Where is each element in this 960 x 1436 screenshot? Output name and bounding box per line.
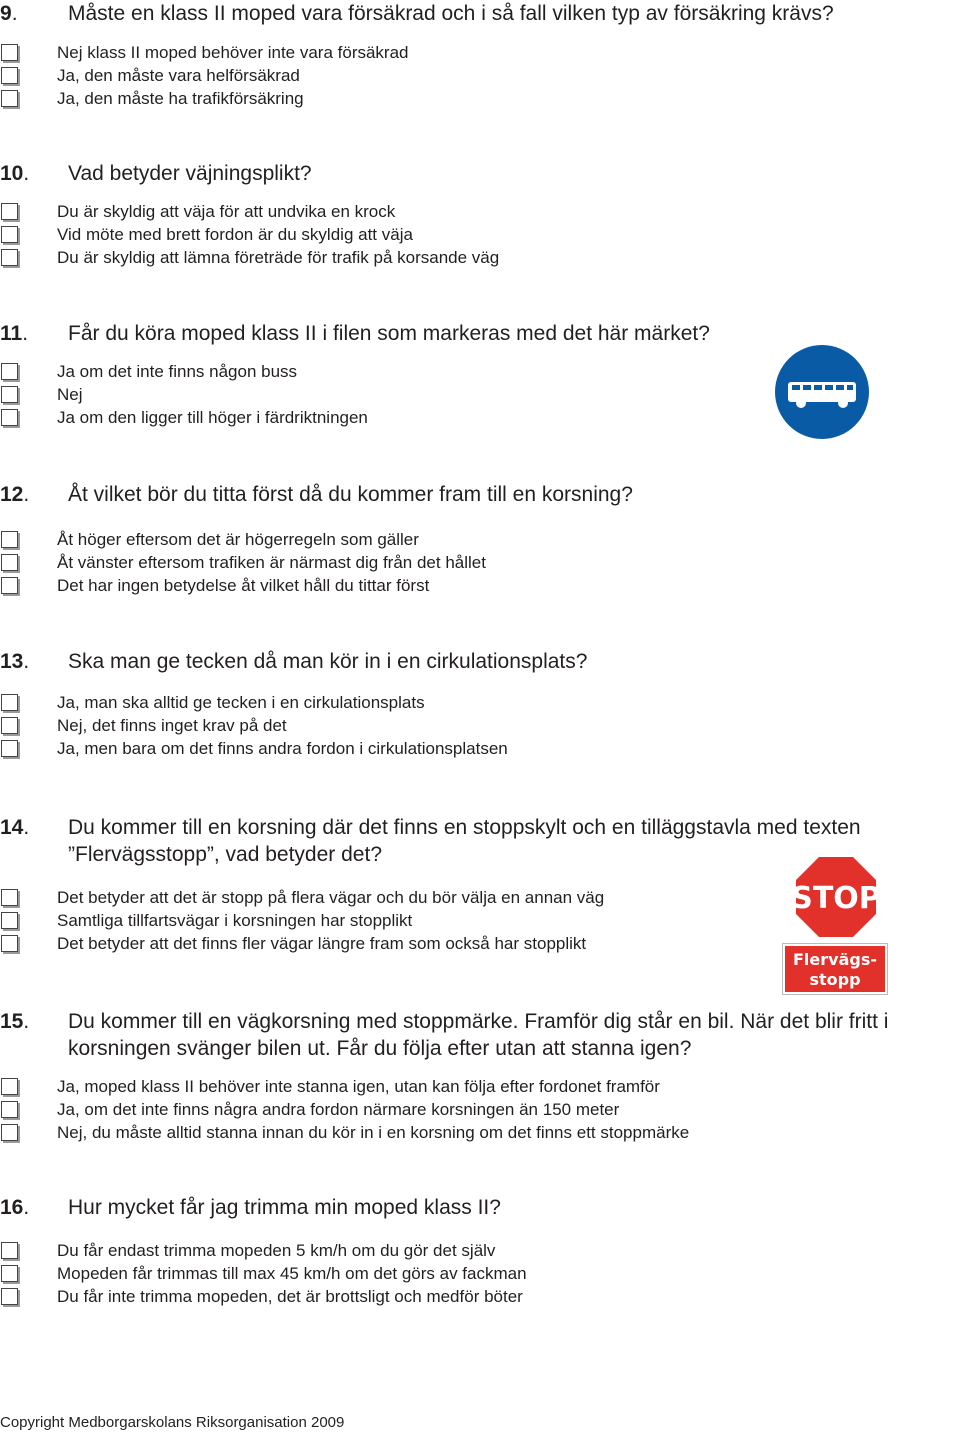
question-number: 16. <box>0 1196 30 1219</box>
answer-option[interactable]: Du är skyldig att väja för att undvika en krock <box>0 200 960 223</box>
answer-option[interactable]: Ja om den ligger till höger i färdriktningen <box>0 406 960 429</box>
question-heading <box>0 160 960 187</box>
question-number: 9. <box>0 2 18 25</box>
plate-text-line1: Flervägs- <box>793 950 877 969</box>
question-number: 14. <box>0 816 30 839</box>
question-text: Hur mycket får jag trimma min moped klass II? <box>68 1196 501 1219</box>
question-15 <box>0 1008 960 1144</box>
checkbox[interactable] <box>1 90 18 107</box>
question-number: 12. <box>0 483 30 506</box>
flervagsstopp-plate <box>782 943 888 995</box>
checkbox[interactable] <box>1 249 18 266</box>
answer-option[interactable]: Åt vänster eftersom trafiken är närmast dig från det hållet <box>0 551 960 574</box>
question-heading <box>0 0 960 27</box>
answer-option[interactable]: Du är skyldig att lämna företräde för trafik på korsande väg <box>0 246 960 269</box>
checkbox[interactable] <box>1 363 18 380</box>
answer-option[interactable]: Samtliga tillfartsvägar i korsningen har stopplikt <box>0 909 960 932</box>
question-heading <box>0 648 960 675</box>
checkbox[interactable] <box>1 67 18 84</box>
answer-option[interactable]: Nej, det finns inget krav på det <box>0 714 960 737</box>
question-number: 10. <box>0 162 30 185</box>
question-text: Måste en klass II moped vara försäkrad och i så fall vilken typ av försäkring krävs? <box>68 2 834 25</box>
answer-option[interactable]: Nej <box>0 383 960 406</box>
stop-sign-text: STOP <box>791 881 881 916</box>
answer-option[interactable]: Du får inte trimma mopeden, det är brottsligt och medför böter <box>0 1285 960 1308</box>
question-heading <box>0 1194 960 1221</box>
checkbox[interactable] <box>1 554 18 571</box>
copyright-footer: Copyright Medborgarskolans Riksorganisation 2009 <box>0 1414 345 1431</box>
answer-option[interactable]: Mopeden får trimmas till max 45 km/h om det görs av fackman <box>0 1262 960 1285</box>
checkbox[interactable] <box>1 1124 18 1141</box>
answer-option[interactable]: Ja, moped klass II behöver inte stanna igen, utan kan följa efter fordonet framför <box>0 1075 960 1098</box>
answer-option[interactable]: Ja, om det inte finns några andra fordon närmare korsningen än 150 meter <box>0 1098 960 1121</box>
answer-option[interactable]: Ja, men bara om det finns andra fordon i cirkulationsplatsen <box>0 737 960 760</box>
question-text: Du kommer till en vägkorsning med stoppmärke. Framför dig står en bil. När det blir fritt i korsningen svänger bilen ut. Får du följa efter utan att stanna igen? <box>68 1010 889 1060</box>
question-13 <box>0 648 960 760</box>
checkbox[interactable] <box>1 531 18 548</box>
question-number: 15. <box>0 1010 30 1033</box>
answer-option[interactable]: Ja, man ska alltid ge tecken i en cirkulationsplats <box>0 691 960 714</box>
answer-option[interactable]: Det betyder att det finns fler vägar längre fram som också har stopplikt <box>0 932 960 955</box>
checkbox[interactable] <box>1 386 18 403</box>
checkbox[interactable] <box>1 717 18 734</box>
checkbox[interactable] <box>1 1078 18 1095</box>
stop-sign <box>791 852 881 942</box>
question-text: Ska man ge tecken då man kör in i en cirkulationsplats? <box>68 650 588 673</box>
checkbox[interactable] <box>1 889 18 906</box>
question-heading <box>0 1008 960 1062</box>
checkbox[interactable] <box>1 912 18 929</box>
plate-text-line2: stopp <box>809 970 861 989</box>
checkbox[interactable] <box>1 1101 18 1118</box>
question-text: Åt vilket bör du titta först då du kommer fram till en korsning? <box>68 483 633 506</box>
question-12 <box>0 481 960 597</box>
question-10 <box>0 160 960 269</box>
checkbox[interactable] <box>1 694 18 711</box>
checkbox[interactable] <box>1 1288 18 1305</box>
checkbox[interactable] <box>1 935 18 952</box>
checkbox[interactable] <box>1 1242 18 1259</box>
question-heading <box>0 481 960 508</box>
question-number: 13. <box>0 650 30 673</box>
answer-option[interactable]: Ja om det inte finns någon buss <box>0 360 960 383</box>
checkbox[interactable] <box>1 577 18 594</box>
checkbox[interactable] <box>1 740 18 757</box>
question-16 <box>0 1194 960 1308</box>
checkbox[interactable] <box>1 44 18 61</box>
checkbox[interactable] <box>1 203 18 220</box>
answer-option[interactable]: Nej, du måste alltid stanna innan du kör in i en korsning om det finns ett stoppmärke <box>0 1121 960 1144</box>
answer-option[interactable]: Vid möte med brett fordon är du skyldig att väja <box>0 223 960 246</box>
answer-option[interactable]: Det betyder att det är stopp på flera vägar och du bör välja en annan väg <box>0 886 960 909</box>
answer-option[interactable]: Nej klass II moped behöver inte vara försäkrad <box>0 41 960 64</box>
checkbox[interactable] <box>1 409 18 426</box>
answer-option[interactable]: Ja, den måste ha trafikförsäkring <box>0 87 960 110</box>
bus-lane-sign <box>770 340 874 444</box>
question-text: Får du köra moped klass II i filen som markeras med det här märket? <box>68 322 710 345</box>
checkbox[interactable] <box>1 226 18 243</box>
answer-option[interactable]: Åt höger eftersom det är högerregeln som gäller <box>0 528 960 551</box>
question-9 <box>0 0 960 110</box>
question-number: 11. <box>0 322 29 345</box>
answer-option[interactable]: Du får endast trimma mopeden 5 km/h om du gör det själv <box>0 1239 960 1262</box>
checkbox[interactable] <box>1 1265 18 1282</box>
question-text: Du kommer till en korsning där det finns en stoppskylt och en tilläggstavla med texten ”Flervägsstopp”, vad betyder det? <box>68 816 861 866</box>
question-text: Vad betyder väjningsplikt? <box>68 162 312 185</box>
answer-option[interactable]: Ja, den måste vara helförsäkrad <box>0 64 960 87</box>
answer-option[interactable]: Det har ingen betydelse åt vilket håll du tittar först <box>0 574 960 597</box>
